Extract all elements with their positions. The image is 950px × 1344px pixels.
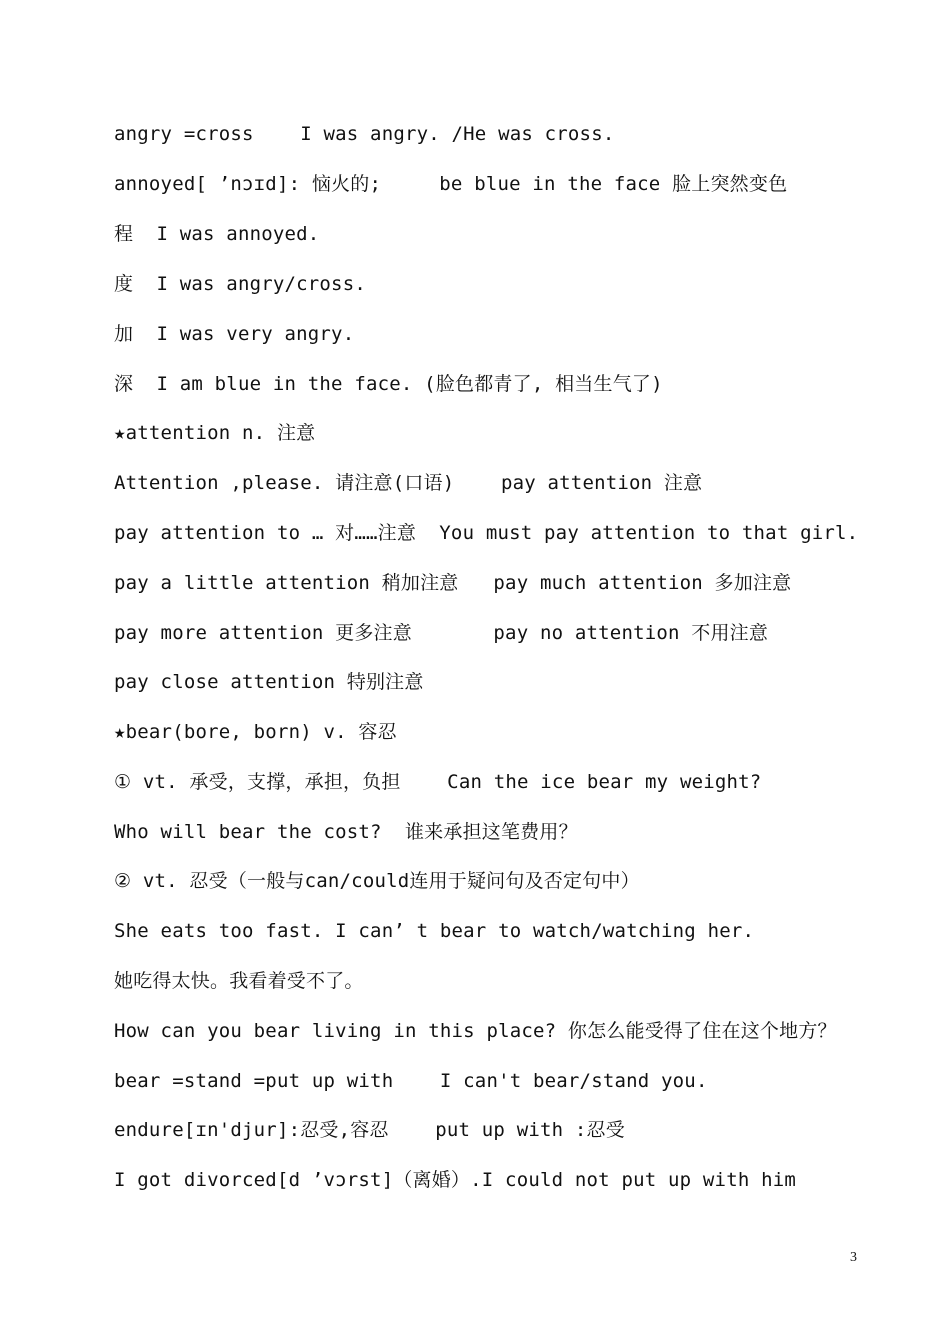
text-line-15: Who will bear the cost? 谁来承担这笔费用？ <box>114 821 578 843</box>
text-line-6: 深 I am blue in the face. (脸色都青了, 相当生气了) <box>114 373 663 395</box>
text-line-9: pay attention to … 对……注意 You must pay attention to that girl. <box>114 522 859 544</box>
text-line-21: endure[ɪn'djur]:忍受,容忍 put up with :忍受 <box>114 1119 625 1141</box>
text-line-20: bear =stand =put up with I can't bear/stand you. <box>114 1070 708 1092</box>
text-line-3: 程 I was annoyed. <box>114 223 320 245</box>
text-line-10: pay a little attention 稍加注意 pay much attention 多加注意 <box>114 572 792 594</box>
text-line-2: annoyed[ ’nɔɪd]: 恼火的; be blue in the face 脸上突然变色 <box>114 173 788 195</box>
text-line-13: ★bear(bore, born) v. 容忍 <box>114 721 397 743</box>
text-line-14: ① vt. 承受，支撑，承担，负担 Can the ice bear my weight? <box>114 771 762 793</box>
text-line-16: ② vt. 忍受（一般与can/could连用于疑问句及否定句中） <box>114 870 640 892</box>
text-line-7: ★attention n. 注意 <box>114 422 316 444</box>
text-line-4: 度 I was angry/cross. <box>114 273 366 295</box>
text-line-19: How can you bear living in this place? 你怎么能受得了住在这个地方？ <box>114 1020 837 1042</box>
text-line-17: She eats too fast. I can’ t bear to watch/watching her. <box>114 920 755 942</box>
text-line-8: Attention ,please. 请注意(口语) pay attention 注意 <box>114 472 703 494</box>
text-line-12: pay close attention 特别注意 <box>114 671 424 693</box>
page-number: 3 <box>850 1250 857 1265</box>
text-line-18: 她吃得太快。我看着受不了。 <box>114 970 364 992</box>
text-line-11: pay more attention 更多注意 pay no attention 不用注意 <box>114 622 769 644</box>
text-line-5: 加 I was very angry. <box>114 323 355 345</box>
text-line-1: angry =cross I was angry. /He was cross. <box>114 123 615 145</box>
text-line-22: I got divorced[d ’vɔrst]（离婚）.I could not put up with him <box>114 1169 797 1191</box>
